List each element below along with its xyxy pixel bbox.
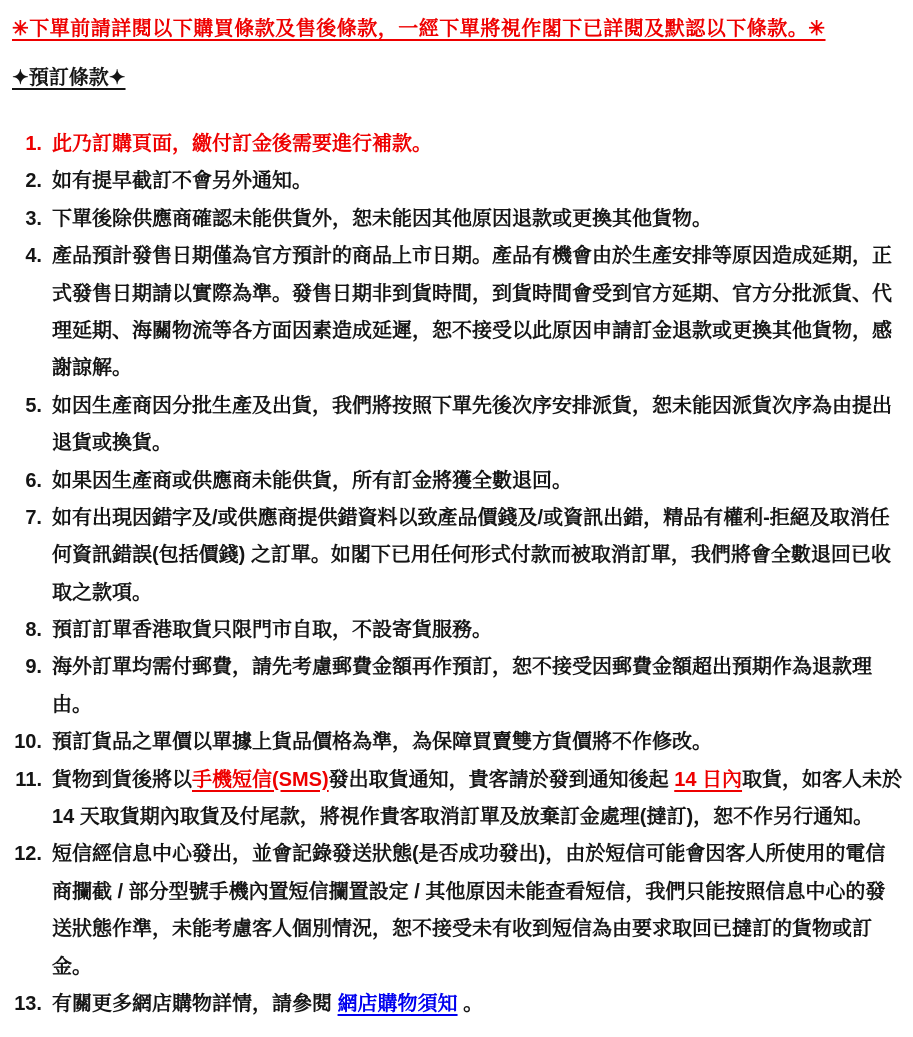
term-text-segment: 如有出現因錯字及/或供應商提供錯資料以致產品價錢及/或資訊出錯，精品有權利-拒絕及取消任何資訊錯誤(包括價錢) 之訂單。如閣下已用任何形式付款而被取消訂單，我們將會全數退回已收取之款項。 xyxy=(52,506,891,604)
term-number: 13. xyxy=(14,992,42,1015)
term-text xyxy=(52,170,312,192)
term-text-segment: 貨物到貨後將以 xyxy=(52,768,192,791)
term-text-segment: 短信經信息中心發出，並會記錄發送狀態(是否成功發出)，由於短信可能會因客人所使用的電信商攔截 / 部分型號手機內置短信攔置設定 / 其他原因未能查看短信，我們只能按照信息中心的發送狀態作準，未能考慮客人個別情況，恕不接受未有收到短信為由要求取回已撻訂的貨物或訂金。 xyxy=(52,843,886,978)
highlighted-red-text: 14 日內 xyxy=(674,768,743,791)
term-item xyxy=(12,463,903,500)
term-text xyxy=(52,133,432,155)
term-text-segment: 如有提早截訂不會另外通知。 xyxy=(52,170,312,193)
term-text xyxy=(52,245,892,379)
term-text xyxy=(52,470,572,492)
term-number: 6. xyxy=(25,469,42,492)
term-text-segment: 海外訂單均需付郵費，請先考慮郵費金額再作預訂，恕不接受因郵費金額超出預期作為退款理由。 xyxy=(52,656,872,716)
term-number: 3. xyxy=(25,207,42,230)
term-text xyxy=(52,769,902,828)
term-item xyxy=(12,238,903,388)
term-item xyxy=(12,163,903,200)
term-text-segment: 如果因生產商或供應商未能供貨，所有訂金將獲全數退回。 xyxy=(52,469,572,492)
term-number: 1. xyxy=(25,133,42,155)
term-text-segment: 如因生產商因分批生產及出貨，我們將按照下單先後次序安排派貨，恕未能因派貨次序為由提出退貨或換貨。 xyxy=(52,394,892,455)
term-item xyxy=(12,126,903,163)
term-item xyxy=(12,762,903,837)
term-number: 2. xyxy=(25,170,42,193)
term-text xyxy=(52,619,492,641)
term-text-segment: 預訂訂單香港取貨只限門市自取，不設寄貨服務。 xyxy=(52,619,492,642)
term-number: 8. xyxy=(25,619,42,642)
term-number: 7. xyxy=(25,506,42,529)
term-item xyxy=(12,612,903,649)
term-text-segment: 產品預計發售日期僅為官方預計的商品上市日期。產品有機會由於生產安排等原因造成延期，正式發售日期請以實際為準。發售日期非到貨時間，到貨時間會受到官方延期、官方分批派貨、代理延期、海關物流等各方面因素造成延遲，恕不接受以此原因申請訂金退款或更換其他貨物，感謝諒解。 xyxy=(52,245,892,380)
term-number: 11. xyxy=(15,768,42,791)
term-item xyxy=(12,986,903,1023)
term-text-segment: 預訂貨品之單價以單據上貨品價格為準，為保障買賣雙方貨價將不作修改。 xyxy=(52,731,712,754)
term-item xyxy=(12,201,903,238)
term-text xyxy=(52,395,892,454)
store-shopping-guide-link[interactable]: 網店購物須知 xyxy=(337,992,458,1015)
preorder-terms-title: ✦預訂條款✦ xyxy=(12,67,126,89)
term-text xyxy=(52,208,712,230)
term-text-segment: 取貨，如客人未於 14 天取貨期內取貨及付尾款，將視作貴客取消訂單及放棄訂金處理(撻訂)，恕不作另行通知。 xyxy=(52,768,903,829)
term-number: 5. xyxy=(25,394,42,417)
term-item xyxy=(12,649,903,724)
section-title-wrap xyxy=(12,64,903,116)
term-number: 10. xyxy=(14,731,42,754)
term-text xyxy=(52,507,891,604)
term-item xyxy=(12,500,903,612)
term-text xyxy=(52,656,872,715)
term-text xyxy=(52,843,885,977)
term-text-segment: 。 xyxy=(457,992,484,1015)
highlighted-red-text: 手機短信(SMS) xyxy=(192,768,329,791)
term-item xyxy=(12,388,903,463)
term-text-segment: 下單後除供應商確認未能供貨外，恕未能因其他原因退款或更換其他貨物。 xyxy=(52,207,712,230)
term-text-segment: 有關更多網店購物詳情，請參閱 xyxy=(52,992,338,1015)
purchase-notice-header: ✳下單前請詳閱以下購買條款及售後條款，一經下單將視作閣下已詳閱及默認以下條款。✳ xyxy=(12,18,826,40)
term-item xyxy=(12,836,903,986)
term-number: 9. xyxy=(25,656,42,679)
term-text-segment: 發出取貨通知，貴客請於發到通知後起 xyxy=(328,768,675,791)
term-number: 4. xyxy=(25,245,42,268)
terms-list xyxy=(12,126,903,1023)
term-text xyxy=(52,993,483,1015)
term-text-segment: 此乃訂購頁面，繳付訂金後需要進行補款。 xyxy=(52,133,432,155)
term-item xyxy=(12,724,903,761)
term-text xyxy=(52,731,712,753)
term-number: 12. xyxy=(14,843,42,866)
